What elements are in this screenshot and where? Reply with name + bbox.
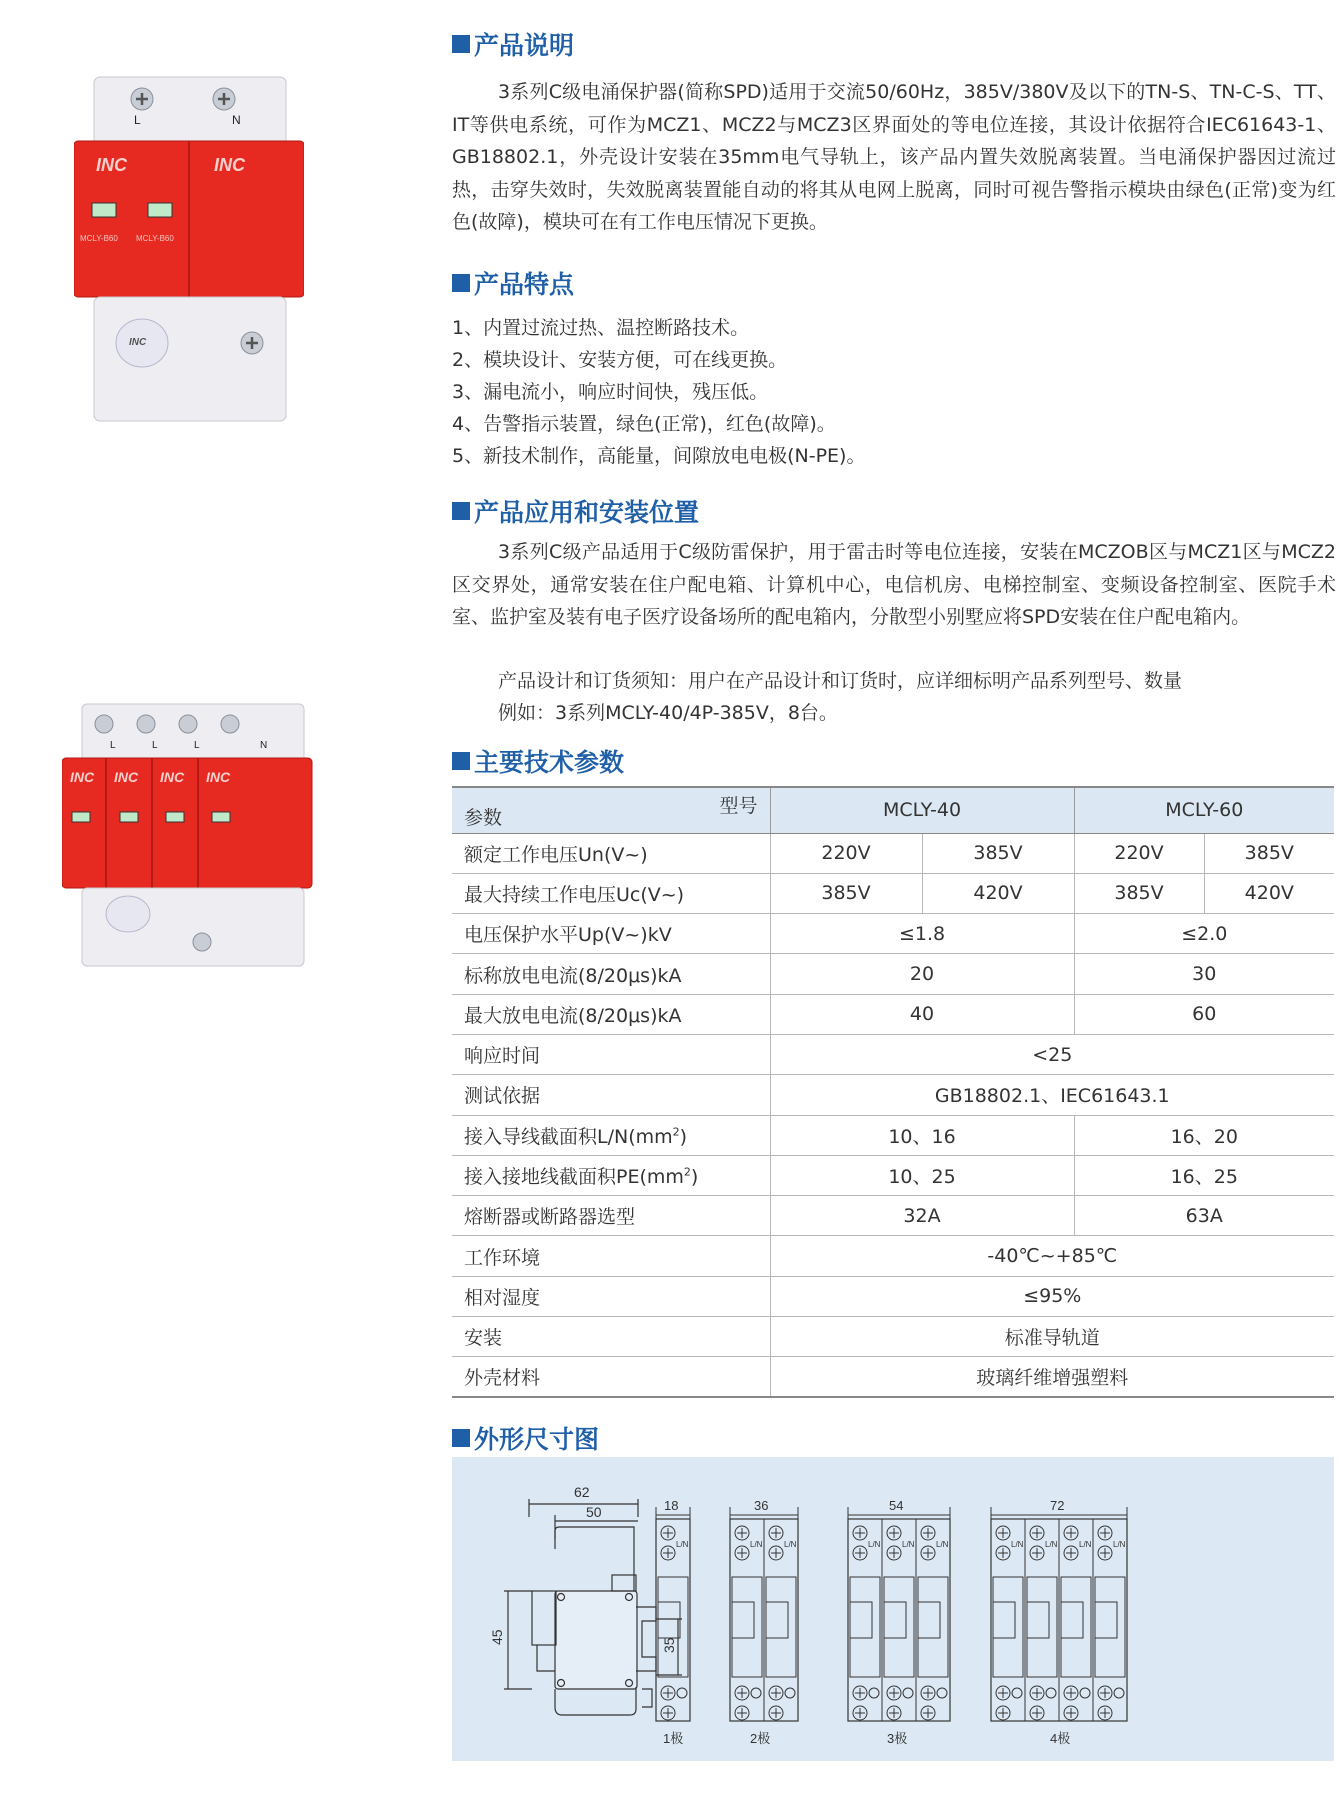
section-title-features <box>452 265 574 301</box>
side-view-drawing <box>504 1499 682 1715</box>
row-label <box>452 1115 770 1155</box>
pole-label-3: 3极 <box>887 1731 908 1746</box>
brand-logo-3: INC <box>160 769 185 785</box>
table-row <box>452 1276 1334 1316</box>
title-square-icon <box>452 35 470 53</box>
header-diagonal-cell <box>452 787 770 833</box>
brand-logo-4: INC <box>206 769 231 785</box>
section-title-application <box>452 493 699 529</box>
title-text: 产品特点 <box>474 270 575 299</box>
label-text: ) <box>679 1125 688 1148</box>
cell: 16、25 <box>1074 1155 1334 1195</box>
terminal-label-2: L <box>152 740 158 751</box>
table-row <box>452 1115 1334 1155</box>
row-label: 安装 <box>452 1317 770 1357</box>
title-text: 产品说明 <box>474 31 575 60</box>
terminal-label-3: L <box>194 740 200 751</box>
superscript: 2 <box>683 1165 691 1179</box>
header-param: 参数 <box>464 806 503 829</box>
feature-item: 2、模块设计、安装方便，可在线更换。 <box>452 349 788 371</box>
product-image-4-pole <box>62 702 324 970</box>
row-label: 外壳材料 <box>452 1357 770 1397</box>
terminal-l-label: L <box>134 113 141 127</box>
dim-62: 62 <box>574 1484 590 1500</box>
table-row <box>452 1075 1334 1115</box>
table-row <box>452 833 1334 873</box>
table-row <box>452 1155 1334 1195</box>
cell: 385V <box>922 833 1074 873</box>
terminal-label: L/N <box>1079 1540 1092 1549</box>
pole-width-36: 36 <box>754 1498 769 1513</box>
cell: 220V <box>770 833 922 873</box>
table-row <box>452 873 1334 913</box>
header-model: 型号 <box>719 795 758 817</box>
cell: 标准导轨道 <box>770 1317 1334 1357</box>
cell: 10、25 <box>770 1155 1074 1195</box>
cell: 220V <box>1074 833 1204 873</box>
cell: ≤2.0 <box>1074 914 1334 954</box>
label-text: 接入接地线截面积PE(mm <box>464 1166 684 1189</box>
table-row <box>452 954 1334 994</box>
cell: 385V <box>1204 833 1334 873</box>
cell: 420V <box>922 873 1074 913</box>
terminal-label: L/N <box>784 1540 797 1549</box>
label-text: 接入导线截面积L/N(mm <box>464 1125 673 1148</box>
cell: 385V <box>1074 873 1204 913</box>
cell: 玻璃纤维增强塑料 <box>770 1357 1334 1397</box>
pole-label-1: 1极 <box>663 1731 684 1746</box>
title-text: 外形尺寸图 <box>474 1425 600 1454</box>
cell: 385V <box>770 873 922 913</box>
feature-item: 3、漏电流小，响应时间快，残压低。 <box>452 381 769 403</box>
dim-35: 35 <box>661 1637 677 1653</box>
brand-logo-left: INC <box>96 155 127 175</box>
cell: 30 <box>1074 954 1334 994</box>
section-title-description <box>452 26 574 62</box>
row-label: 最大放电电流(8/20μs)kA <box>452 994 770 1034</box>
order-example: 例如：3系列MCLY-40/4P-385V，8台。 <box>498 702 838 724</box>
cell: GB18802.1、IEC61643.1 <box>770 1075 1334 1115</box>
dim-50: 50 <box>586 1504 602 1520</box>
feature-item: 5、新技术制作，高能量，间隙放电电极(N-PE)。 <box>452 445 866 467</box>
row-label: 响应时间 <box>452 1034 770 1074</box>
cell: ≤1.8 <box>770 914 1074 954</box>
terminal-label: L/N <box>676 1540 689 1549</box>
pole-width-72: 72 <box>1050 1498 1065 1513</box>
title-square-icon <box>452 274 470 292</box>
terminal-label: L/N <box>1113 1540 1126 1549</box>
section-title-dimensions <box>452 1420 599 1456</box>
pole-label-4: 4极 <box>1050 1731 1071 1746</box>
terminal-n-label: N <box>232 113 241 127</box>
terminal-label-4: N <box>260 740 268 751</box>
title-square-icon <box>452 502 470 520</box>
terminal-label-1: L <box>110 740 116 751</box>
title-text: 产品应用和安装位置 <box>474 498 700 527</box>
feature-item: 1、内置过流过热、温控断路技术。 <box>452 317 750 339</box>
cell: -40℃~+85℃ <box>770 1236 1334 1276</box>
row-label: 最大持续工作电压Uc(V~) <box>452 873 770 913</box>
cell: 40 <box>770 994 1074 1034</box>
pole-label-2: 2极 <box>750 1731 771 1746</box>
cell: 32A <box>770 1196 1074 1236</box>
terminal-label: L/N <box>1011 1540 1024 1549</box>
brand-logo-2: INC <box>114 769 139 785</box>
row-label: 相对湿度 <box>452 1276 770 1316</box>
application-text: 3系列C级产品适用于C级防雷保护，用于雷击时等电位连接，安装在MCZOB区与MCZ1区与MCZ2区交界处，通常安装在住户配电箱、计算机中心，电信机房、电梯控制室、变频设备控制室、医院手术室、监护室及装有电子医疗设备场所的配电箱内，分散型小别墅应将SPD安装在住户配电箱内。 <box>452 541 1336 628</box>
row-label: 熔断器或断路器选型 <box>452 1196 770 1236</box>
title-square-icon <box>452 752 470 770</box>
row-label <box>452 1155 770 1195</box>
cell: 16、20 <box>1074 1115 1334 1155</box>
row-label: 工作环境 <box>452 1236 770 1276</box>
description-text: 3系列C级电涌保护器(简称SPD)适用于交流50/60Hz，385V/380V及以下的TN-S、TN-C-S、TT、IT等供电系统，可作为MCZ1、MCZ2与MCZ3区界面处的等电位连接，其设计依据符合IEC61643-1、GB18802.1，外壳设计安装在35mm电气导轨上，该产品内置失效脱离装置。当电涌保护器因过流过热，击穿失效时，失效脱离装置能自动的将其从电网上脱离，同时可视告警指示模块由绿色(正常)变为红色(故障)，模块可在有工作电压情况下更换。 <box>452 81 1336 233</box>
qc-sticker-brand: INC <box>129 337 147 348</box>
header-model-a: MCLY-40 <box>770 787 1074 833</box>
feature-item: 4、告警指示装置，绿色(正常)，红色(故障)。 <box>452 413 836 435</box>
table-row <box>452 1196 1334 1236</box>
product-image-2-pole <box>74 75 304 423</box>
table-header-row <box>452 787 1334 833</box>
table-row <box>452 1034 1334 1074</box>
table-row <box>452 1317 1334 1357</box>
table-row <box>452 994 1334 1034</box>
row-label: 标称放电电流(8/20μs)kA <box>452 954 770 994</box>
cell: 10、16 <box>770 1115 1074 1155</box>
table-row <box>452 1236 1334 1276</box>
row-label: 额定工作电压Un(V~) <box>452 833 770 873</box>
cell: 60 <box>1074 994 1334 1034</box>
cell: 20 <box>770 954 1074 994</box>
dimension-drawing-panel <box>452 1457 1334 1761</box>
terminal-label: L/N <box>750 1540 763 1549</box>
header-model-b: MCLY-60 <box>1074 787 1334 833</box>
brand-logo-right: INC <box>214 155 245 175</box>
model-label-left: MCLY-B60 <box>80 234 118 243</box>
terminal-label: L/N <box>1045 1540 1058 1549</box>
cell: <25 <box>770 1034 1334 1074</box>
brand-logo-1: INC <box>70 769 95 785</box>
pole-width-54: 54 <box>889 1498 904 1513</box>
cell: ≤95% <box>770 1276 1334 1316</box>
terminal-label: L/N <box>868 1540 881 1549</box>
superscript: 2 <box>672 1125 680 1139</box>
title-square-icon <box>452 1429 470 1447</box>
row-label: 测试依据 <box>452 1075 770 1115</box>
cell: 420V <box>1204 873 1334 913</box>
model-label-right: MCLY-B60 <box>136 234 174 243</box>
label-text: ) <box>690 1166 699 1189</box>
title-text: 主要技术参数 <box>474 748 625 777</box>
spec-table <box>452 786 1334 1398</box>
pole-width-18: 18 <box>664 1498 679 1513</box>
application-paragraph <box>452 536 1336 634</box>
cell: 63A <box>1074 1196 1334 1236</box>
dim-45: 45 <box>489 1629 505 1645</box>
row-label: 电压保护水平Up(V~)kV <box>452 914 770 954</box>
pole-front-views <box>656 1507 1127 1721</box>
table-row <box>452 1357 1334 1397</box>
section-title-specs <box>452 743 624 779</box>
order-note: 产品设计和订货须知：用户在产品设计和订货时，应详细标明产品系列型号、数量 <box>498 670 1183 692</box>
table-row <box>452 914 1334 954</box>
description-paragraph <box>452 76 1336 239</box>
terminal-label: L/N <box>936 1540 949 1549</box>
features-list <box>452 312 865 472</box>
terminal-label: L/N <box>902 1540 915 1549</box>
